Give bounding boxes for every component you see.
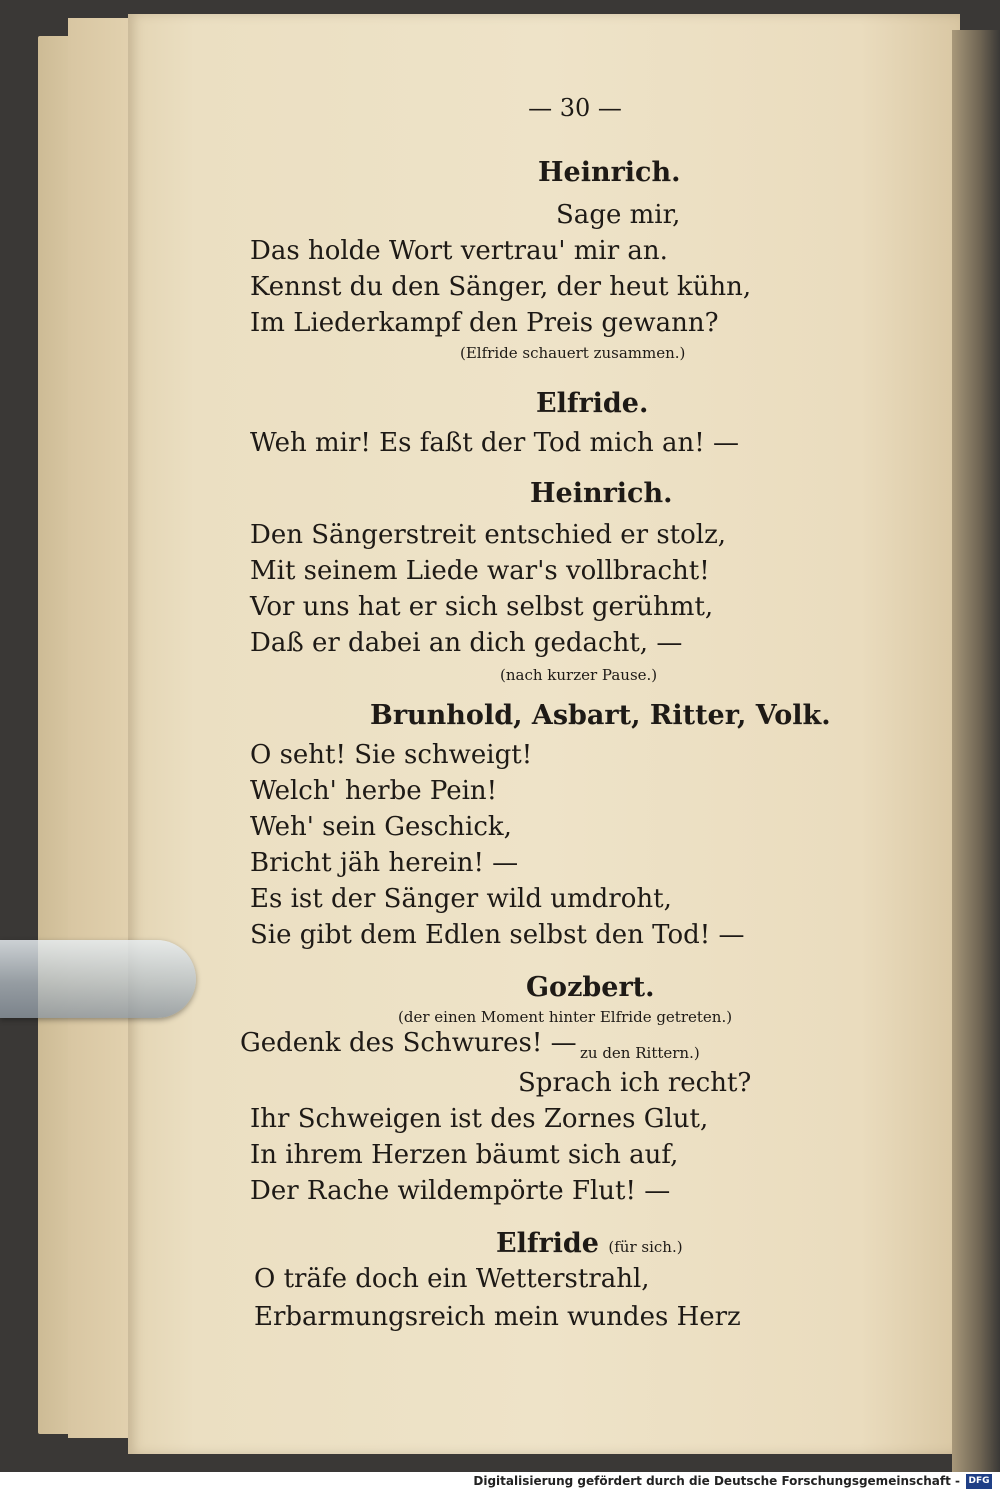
verse-line: Ihr Schweigen ist des Zornes Glut, xyxy=(250,1104,709,1134)
verse-line: Gedenk des Schwures! — xyxy=(240,1028,577,1058)
verse-line: Daß er dabei an dich gedacht, — xyxy=(250,628,683,658)
verse-line: Kennst du den Sänger, der heut kühn, xyxy=(250,272,752,302)
stage-direction: (der einen Moment hinter Elfride getreten.) xyxy=(398,1008,733,1026)
verse-line: Es ist der Sänger wild umdroht, xyxy=(250,884,672,914)
speaker-heading: Elfride. xyxy=(536,388,649,419)
speaker-heading: Heinrich. xyxy=(538,157,681,188)
verse-line: Der Rache wildempörte Flut! — xyxy=(250,1176,671,1206)
stage-direction: (Elfride schauert zusammen.) xyxy=(460,344,686,362)
page-number: — 30 — xyxy=(528,94,622,122)
stage-direction: zu den Rittern.) xyxy=(580,1044,700,1062)
plastic-page-clip xyxy=(0,940,196,1018)
verse-line: Das holde Wort vertrau' mir an. xyxy=(250,236,668,266)
verse-line: Vor uns hat er sich selbst gerühmt, xyxy=(250,592,714,622)
dfg-logo-icon: DFG xyxy=(966,1474,992,1489)
speaker-name: Elfride xyxy=(496,1228,599,1259)
verse-line: Sage mir, xyxy=(556,200,681,230)
verse-line: Bricht jäh herein! — xyxy=(250,848,519,878)
verse-line: Weh mir! Es faßt der Tod mich an! — xyxy=(250,428,740,458)
footer-credit: Digitalisierung gefördert durch die Deutsche Forschungsgemeinschaft - xyxy=(473,1474,960,1488)
verse-line: O seht! Sie schweigt! xyxy=(250,740,533,770)
verse-line: Sprach ich recht? xyxy=(518,1068,752,1098)
stage-direction: (nach kurzer Pause.) xyxy=(500,666,658,684)
verse-line: Erbarmungsreich mein wundes Herz xyxy=(254,1302,741,1332)
verse-line: Im Liederkampf den Preis gewann? xyxy=(250,308,719,338)
page-gutter-shadow xyxy=(952,30,1000,1472)
speaker-heading: Brunhold, Asbart, Ritter, Volk. xyxy=(370,700,831,731)
verse-line: Welch' herbe Pein! xyxy=(250,776,498,806)
verse-line: In ihrem Herzen bäumt sich auf, xyxy=(250,1140,679,1170)
verse-line: O träfe doch ein Wetterstrahl, xyxy=(254,1264,650,1294)
verse-line: Weh' sein Geschick, xyxy=(250,812,512,842)
speaker-heading: Heinrich. xyxy=(530,478,673,509)
verse-line: Sie gibt dem Edlen selbst den Tod! — xyxy=(250,920,745,950)
verse-line: Mit seinem Liede war's vollbracht! xyxy=(250,556,710,586)
speaker-heading: Gozbert. xyxy=(526,972,655,1003)
speaker-heading xyxy=(496,1228,683,1259)
stage-direction: (für sich.) xyxy=(608,1238,683,1256)
verse-line: Den Sängerstreit entschied er stolz, xyxy=(250,520,727,550)
